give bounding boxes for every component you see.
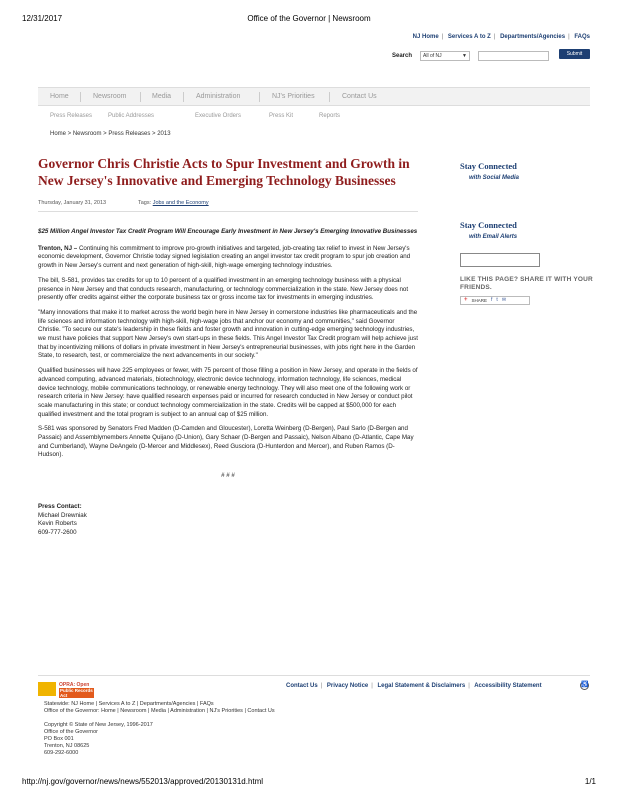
separator: | (493, 34, 496, 40)
util-faqs[interactable]: FAQs (574, 34, 590, 40)
separator: | (568, 34, 570, 40)
governor-links[interactable]: Office of the Governor: Home | Newsroom | Media | Administration | NJ's Priorities | Contact Us (44, 708, 275, 714)
footer-legal[interactable]: Legal Statement & Disclaimers (377, 683, 466, 689)
copyright: Copyright © State of New Jersey, 1996-2017 (44, 722, 153, 728)
nav-media[interactable]: Media (152, 93, 172, 100)
subnav-press-releases[interactable]: Press Releases (50, 113, 93, 119)
sidebar-social (460, 156, 600, 181)
article-tags (138, 200, 209, 206)
footer-nav (44, 701, 275, 715)
press-contact-name: Michael Drewniak (38, 511, 87, 519)
nav-newsroom[interactable]: Newsroom (93, 93, 127, 100)
nav-divider (183, 92, 184, 102)
search-input[interactable] (478, 51, 549, 61)
footer-divider (38, 675, 590, 676)
press-contact-label: Press Contact: (38, 502, 82, 510)
tag-link[interactable]: Jobs and the Economy (152, 200, 209, 206)
phone: 609-292-6000 (44, 750, 79, 756)
po-box: PO Box 001 (44, 736, 74, 742)
utility-links (413, 34, 590, 40)
search-label: Search (392, 53, 413, 59)
main-nav (38, 87, 590, 106)
nav-administration[interactable]: Administration (196, 93, 241, 100)
statewide-links[interactable]: Statewide: NJ Home | Services A to Z | Departments/Agencies | FAQs (44, 701, 214, 707)
article-paragraph: The bill, S-581, provides tax credits for up to 10 percent of a qualified investment in an emerging technology business with a physical presence in New Jersey and that conducts research, manufacturing, or technology commercialization in the state. New Jersey does not presently offer credits against either the corporate business tax or gross income tax for investments in emerging industries. (38, 276, 409, 302)
footer-links (286, 683, 542, 689)
chevron-down-icon: ▼ (462, 53, 467, 59)
search-scope-value: All of NJ (423, 53, 442, 59)
opra-logo-text: Public Records Act (60, 688, 93, 698)
press-contact-phone: 609-777-2600 (38, 528, 77, 536)
search-submit-button[interactable]: Submit (559, 49, 590, 59)
nav-priorities[interactable]: NJ's Priorities (272, 93, 315, 100)
separator: | (320, 683, 323, 689)
end-mark: # # # (221, 472, 235, 480)
article-subhead: $25 Million Angel Investor Tax Credit Program Will Encourage Early Investment in New Jersey's Emerging Innovative Businesses (38, 228, 418, 235)
copyright-block (44, 722, 153, 757)
print-title: Office of the Governor | Newsroom (247, 14, 371, 23)
nav-home[interactable]: Home (50, 93, 69, 100)
separator: | (468, 683, 470, 689)
separator: | (371, 683, 373, 689)
print-page-number: 1/1 (584, 777, 596, 786)
article-paragraph (38, 245, 418, 271)
search-scope-select[interactable] (420, 51, 470, 61)
nav-divider (329, 92, 330, 102)
facebook-icon: f (491, 297, 493, 303)
footer-contact-us[interactable]: Contact Us (286, 683, 318, 689)
share-label: SHARE (471, 298, 488, 303)
util-departments[interactable]: Departments/Agencies (500, 34, 566, 40)
nav-divider (140, 92, 141, 102)
article-paragraph: S-581 was sponsored by Senators Fred Madden (D-Camden and Gloucester), Loretta Weinberg (D-Bergen), Paul Sarlo (D-Bergen and Passaic) and Assemblymembers Annette Quijano (D-Union), Gary Schaer (D-Bergen and Passaic), Nelson Albano (D-Atlantic, Cape May and Cumberland), Wayne DeAngelo (D-Mercer and Middlesex), Reed Gusciora (D-Hunterdon and Mercer), and Ruben Ramos (D-Hudson). (38, 425, 414, 459)
share-prompt: LIKE THIS PAGE? SHARE IT WITH YOUR FRIENDS. (460, 276, 593, 291)
article-date: Thursday, January 31, 2013 (38, 200, 107, 206)
press-contact-name: Kevin Roberts (38, 520, 77, 528)
email-alert-input[interactable] (460, 253, 540, 267)
print-url: http://nj.gov/governor/news/news/552013/approved/20130131d.html (22, 777, 264, 786)
accessibility-icon[interactable]: ♿ (581, 682, 589, 688)
article-paragraph: "Many innovations that make it to market across the world begin here in New Jersey in cornerstone industries like pharmaceuticals and the life sciences and information technology with high-skill, high-wage jobs that anchor our economy and communities," said Governor Christie. "To secure our state's leadership in these fields and foster growth and innovation in cutting-edge emerging technology industries, we must have policies that support New Jersey's own start-ups in these fields. This Angel Investor Tax Credit program will help achieve just that by incentivizing millions of dollars in private investment in New Jersey's entrepreneurial businesses, with jobs right here in the Garden State, to research, test, or commercialize the next advancements in our society." (38, 308, 418, 360)
plus-icon: + (464, 297, 468, 303)
article-body (38, 228, 418, 538)
stay-connected-email-title[interactable]: Stay Connected (460, 220, 517, 230)
nav-divider (80, 92, 81, 102)
util-nj-home[interactable]: NJ Home (412, 34, 439, 40)
print-date: 12/31/2017 (22, 14, 63, 23)
stay-connected-email-sub[interactable]: with Email Alerts (469, 234, 518, 240)
footer-accessibility[interactable]: Accessibility Statement (474, 683, 542, 689)
opra-logo[interactable] (38, 682, 94, 696)
email-icon: ✉ (501, 297, 507, 303)
stay-connected-social-title[interactable]: Stay Connected (460, 161, 517, 171)
opra-logo-text: OPRA: Open (59, 682, 90, 688)
share-button[interactable] (460, 296, 530, 305)
sidebar-email (460, 215, 600, 305)
opra-logo-icon (38, 682, 56, 696)
subnav-press-kit[interactable]: Press Kit (269, 113, 294, 119)
article-meta (38, 198, 418, 212)
subnav-public-addresses[interactable]: Public Addresses (108, 113, 155, 119)
article-paragraph: Qualified businesses will have 225 employees or fewer, with 75 percent of those filling a position in New Jersey, and operate in the fields of advanced computing, advanced materials, biotechnology, electronic device technology, information technology, life sciences, medical device technology, mobile communications technology, or renewable energy technology. They will also meet one of the following work or research criteria in New Jersey: have qualified research expenses paid or incurred for research conducted in New Jersey or conduct pilot scale manufacturing in this state; or conduct technology commercialization in the state. Credits will be capped at $500,000 for each qualified investment and the total program is subject to an annual cap of $25 million. (38, 367, 418, 418)
tags-label: Tags: (138, 200, 152, 206)
twitter-icon: t (496, 297, 498, 303)
stay-connected-social-sub[interactable]: with Social Media (469, 175, 520, 181)
paragraph-text: Continuing his commitment to improve pro-growth initiatives and targeted, job-creating tax relief to invest in New Jersey's economic development, Governor Christie today signed legislation creating an angel investor tax credit program to spur job creation and growth in New Jersey's current and next generation of high-skill, high-wage emerging technology industries. (38, 244, 411, 270)
office-name: Office of the Governor (44, 729, 99, 735)
page-title: Governor Chris Christie Acts to Spur Investment and Growth in New Jersey's Innovative and Emerging Technology Businesses (38, 156, 410, 188)
nav-divider (259, 92, 260, 102)
city: Trenton, NJ 08625 (44, 743, 90, 749)
util-services[interactable]: Services A to Z (447, 34, 491, 40)
subnav-reports[interactable]: Reports (319, 113, 341, 119)
separator: | (441, 34, 444, 40)
dateline: Trenton, NJ – (38, 244, 78, 252)
breadcrumb[interactable]: Home > Newsroom > Press Releases > 2013 (50, 131, 171, 137)
footer-privacy[interactable]: Privacy Notice (326, 683, 369, 689)
nav-contact[interactable]: Contact Us (342, 93, 377, 100)
search-bar (392, 49, 590, 63)
subnav-executive-orders[interactable]: Executive Orders (195, 113, 242, 119)
